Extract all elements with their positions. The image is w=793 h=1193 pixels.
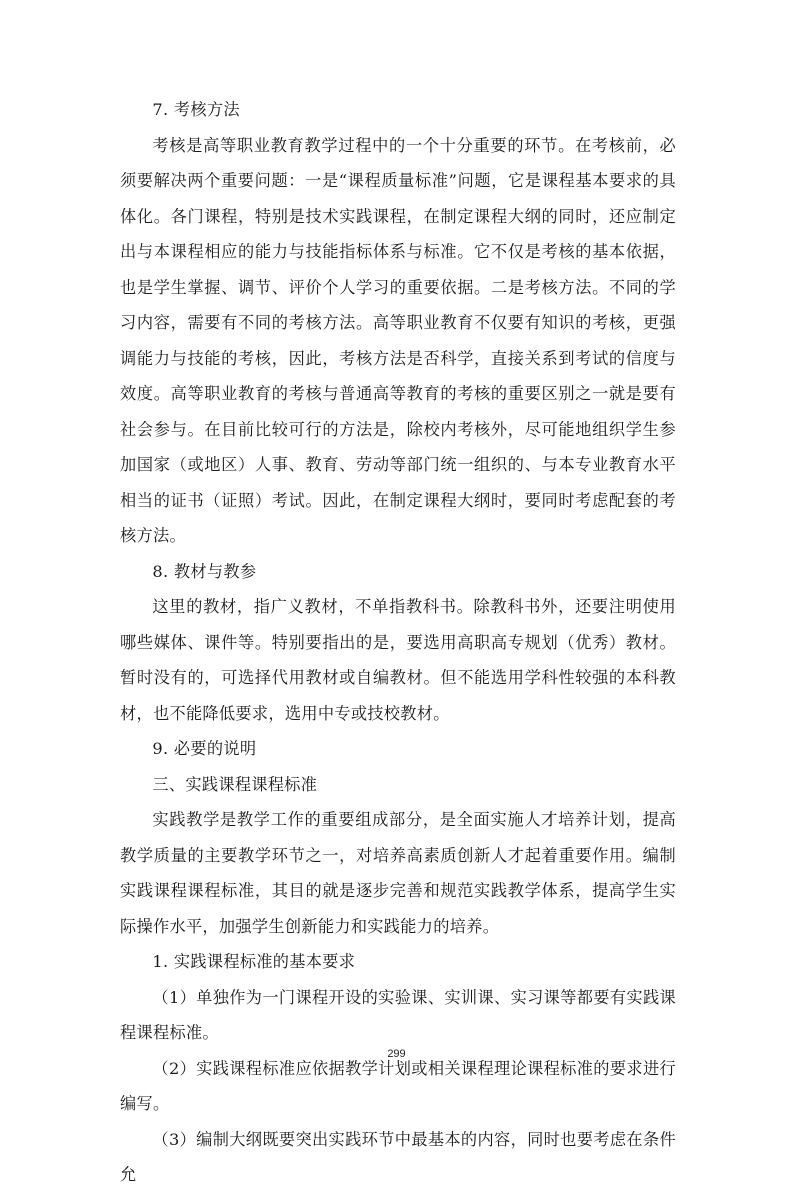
- section-heading-basic-requirements: 1. 实践课程标准的基本要求: [152, 952, 356, 971]
- chapter-heading-practical-course-standards: 三、实践课程课程标准: [152, 774, 318, 794]
- list-item-requirement-1: （1）单独作为一门课程开设的实验课、实训课、实习课等都要有实践课程课程标准。: [120, 987, 676, 1042]
- paragraph-textbooks: 这里的教材，指广义教材，不单指教科书。除教科书外，还要注明使用哪些媒体、课件等。特别要指出的是，要选用高职高专规划（优秀）教材。暂时没有的，可选择代用教材或自编教材。但不能选用学科性较强的本科教材，也不能降低要求，选用中专或技校教材。: [120, 597, 676, 723]
- section-heading-necessary-notes: 9. 必要的说明: [152, 739, 257, 758]
- list-item-requirement-3: （3）编制大纲既要突出实践环节中最基本的内容，同时也要考虑在条件允: [120, 1129, 676, 1184]
- section-heading-textbooks: 8. 教材与教参: [152, 561, 257, 581]
- paragraph-practical-teaching: 实践教学是教学工作的重要组成部分，是全面实施人才培养计划，提高教学质量的主要教学环节之一，对培养高素质创新人才起着重要作用。编制实践课程课程标准，其目的就是逐步完善和规范实践教学体系，提高学生实际操作水平，加强学生创新能力和实践能力的培养。: [120, 810, 676, 936]
- page-number: 299: [387, 1048, 406, 1060]
- section-heading-assessment-methods: 7. 考核方法: [152, 100, 240, 119]
- document-body: [120, 92, 676, 1193]
- list-item-requirement-2: （2）实践课程标准应依据教学计划或相关课程理论课程标准的要求进行编写。: [120, 1058, 676, 1113]
- paragraph-assessment-methods: 考核是高等职业教育教学过程中的一个十分重要的环节。在考核前，必须要解决两个重要问题：一是“课程质量标准”问题，它是课程基本要求的具体化。各门课程，特别是技术实践课程，在制定课程大纲的同时，还应制定出与本课程相应的能力与技能指标体系与标准。它不仅是考核的基本依据，也是学生掌握、调节、评价个人学习的重要依据。二是考核方法。不同的学习内容，需要有不同的考核方法。高等职业教育不仅要有知识的考核，更强调能力与技能的考核，因此，考核方法是否科学，直接关系到考试的信度与效度。高等职业教育的考核与普通高等教育的考核的重要区别之一就是要有社会参与。在目前比较可行的方法是，除校内考核外，尽可能地组织学生参加国家（或地区）人事、教育、劳动等部门统一组织的、与本专业教育水平相当的证书（证照）考试。因此，在制定课程大纲时，要同时考虑配套的考核方法。: [120, 135, 676, 545]
